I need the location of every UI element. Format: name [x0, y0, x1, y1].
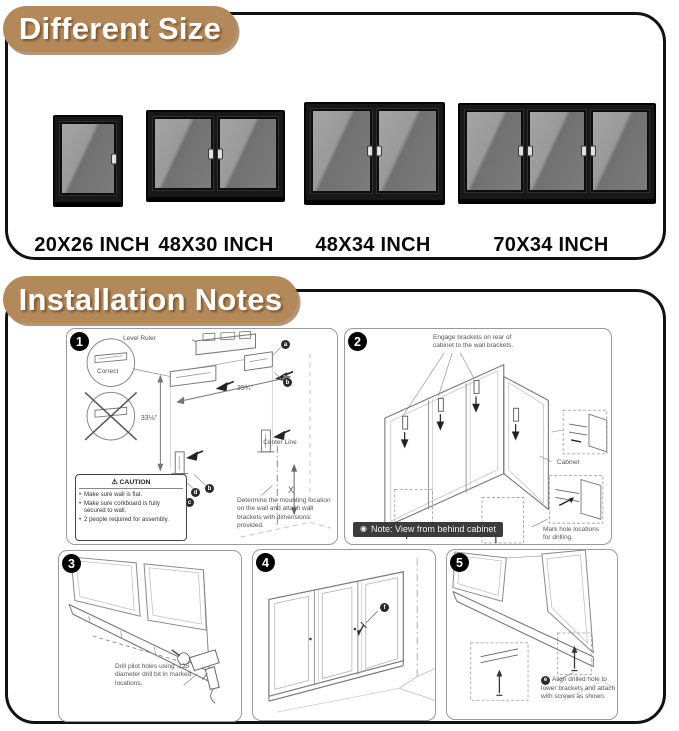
bracket-detail-box — [551, 410, 606, 454]
door-knob — [518, 146, 524, 157]
door-knob — [581, 146, 587, 157]
size-label-48x34: 48X34 INCH — [315, 234, 431, 256]
step-4-number: 4 — [256, 553, 275, 572]
installation-notes-header: Installation Notes — [3, 276, 298, 323]
cabinet-20x26 — [53, 115, 123, 204]
door-knob — [208, 148, 214, 159]
mounted-cabinet-drawing — [269, 572, 403, 701]
drill-pilot-holes-label: Drill pilot holes using .125 diameter drill bit in marked locations. — [115, 663, 192, 687]
size-label-48x30: 48X30 INCH — [158, 234, 274, 256]
callout-d: d — [191, 488, 200, 497]
glass-panel — [593, 112, 647, 190]
glass-panel — [220, 119, 276, 188]
cabinet-door — [464, 109, 524, 193]
wall-bracket-top-right — [245, 352, 273, 371]
cabinet-door — [59, 121, 117, 196]
cabinet-door — [527, 109, 587, 193]
different-size-header: Different Size — [3, 6, 237, 52]
correct-label: Correct — [97, 368, 119, 375]
door-knob — [367, 146, 373, 157]
callout-f: f — [380, 603, 389, 612]
step-3-panel — [58, 550, 242, 722]
caution-box — [75, 474, 187, 541]
step-2-diagram — [345, 329, 611, 544]
cabinet-door — [152, 116, 214, 191]
step-5-number: 5 — [450, 553, 469, 572]
caution-title: ⚠ CAUTION — [79, 477, 183, 489]
wall-bracket-bottom-left — [171, 452, 188, 474]
callout-a: a — [281, 340, 290, 349]
callout-e: e — [541, 676, 550, 685]
cabinet-label: Cabinet — [557, 459, 580, 466]
step-3-diagram — [59, 551, 241, 721]
glass-panel — [155, 119, 211, 188]
glass-panel — [379, 111, 436, 191]
glass-panel — [62, 124, 114, 193]
step-3-number: 3 — [62, 554, 81, 573]
size-label-20x26: 20X26 INCH — [34, 234, 150, 256]
step-1-number: 1 — [70, 332, 89, 351]
cabinet-door — [590, 109, 650, 193]
door-knob — [376, 146, 382, 157]
screw-callout — [357, 611, 378, 636]
caution-item: • Make sure corkboard is fully secured to wall. — [79, 500, 183, 515]
step-1-panel — [66, 328, 338, 545]
level-ruler-drawing — [192, 331, 255, 354]
size-label-70x34: 70X34 INCH — [493, 234, 609, 256]
hole-mark-detail-box — [549, 476, 603, 524]
caution-item: • 2 people required for assembly. — [79, 516, 183, 524]
step-2-panel — [344, 328, 612, 545]
door-knob — [111, 153, 117, 164]
lower-bracket-callout-left — [471, 643, 528, 700]
cabinet-70x34 — [458, 103, 656, 201]
view-note-badge — [353, 522, 503, 537]
x-dimension-label: X — [288, 485, 295, 495]
wrong-orientation-circle — [85, 392, 137, 440]
step-4-panel — [252, 549, 436, 721]
cabinet-door — [217, 116, 279, 191]
width-dimension: 39¾" — [237, 385, 254, 392]
caution-item: • Make sure wall is flat. — [79, 491, 183, 499]
door-knob — [217, 148, 223, 159]
correct-orientation-circle — [87, 339, 170, 387]
cabinet-door — [376, 108, 439, 194]
eye-icon: ◉ — [360, 524, 367, 533]
mark-holes-label: Mark hole locations for drilling. — [543, 526, 599, 542]
warning-icon: ⚠ — [111, 479, 118, 486]
center-line-label: Center Line — [263, 439, 297, 446]
level-ruler-label: Level Ruler — [123, 335, 156, 342]
step-1-note: Determine the mounting location on the wall and attach wall brackets with dimensions provided. — [237, 497, 331, 530]
cabinet-door — [310, 108, 373, 194]
view-note-text: Note: View from behind cabinet — [370, 524, 496, 534]
glass-panel — [467, 112, 521, 190]
door-knob — [590, 146, 596, 157]
callout-c: c — [185, 498, 194, 507]
step-4-diagram — [253, 550, 435, 720]
step-5-panel — [446, 549, 618, 720]
glass-panel — [313, 111, 370, 191]
glass-panel — [530, 112, 584, 190]
cabinet-bottom-drawing — [453, 550, 593, 667]
door-knob — [527, 146, 533, 157]
cabinet-48x34 — [304, 102, 445, 202]
height-dimension: 33⅛" — [140, 415, 157, 422]
cabinet-48x30 — [146, 110, 285, 199]
align-hole-label: e Align drilled hole to lower brackets and attach with screws as shown. — [541, 676, 616, 701]
callout-b2: b — [205, 484, 214, 493]
engage-brackets-label: Engage brackets on rear of cabinet to the wall brackets. — [433, 334, 514, 350]
callout-b: b — [283, 378, 292, 387]
wall-bracket-top-left — [170, 366, 216, 387]
step-2-number: 2 — [348, 332, 367, 351]
